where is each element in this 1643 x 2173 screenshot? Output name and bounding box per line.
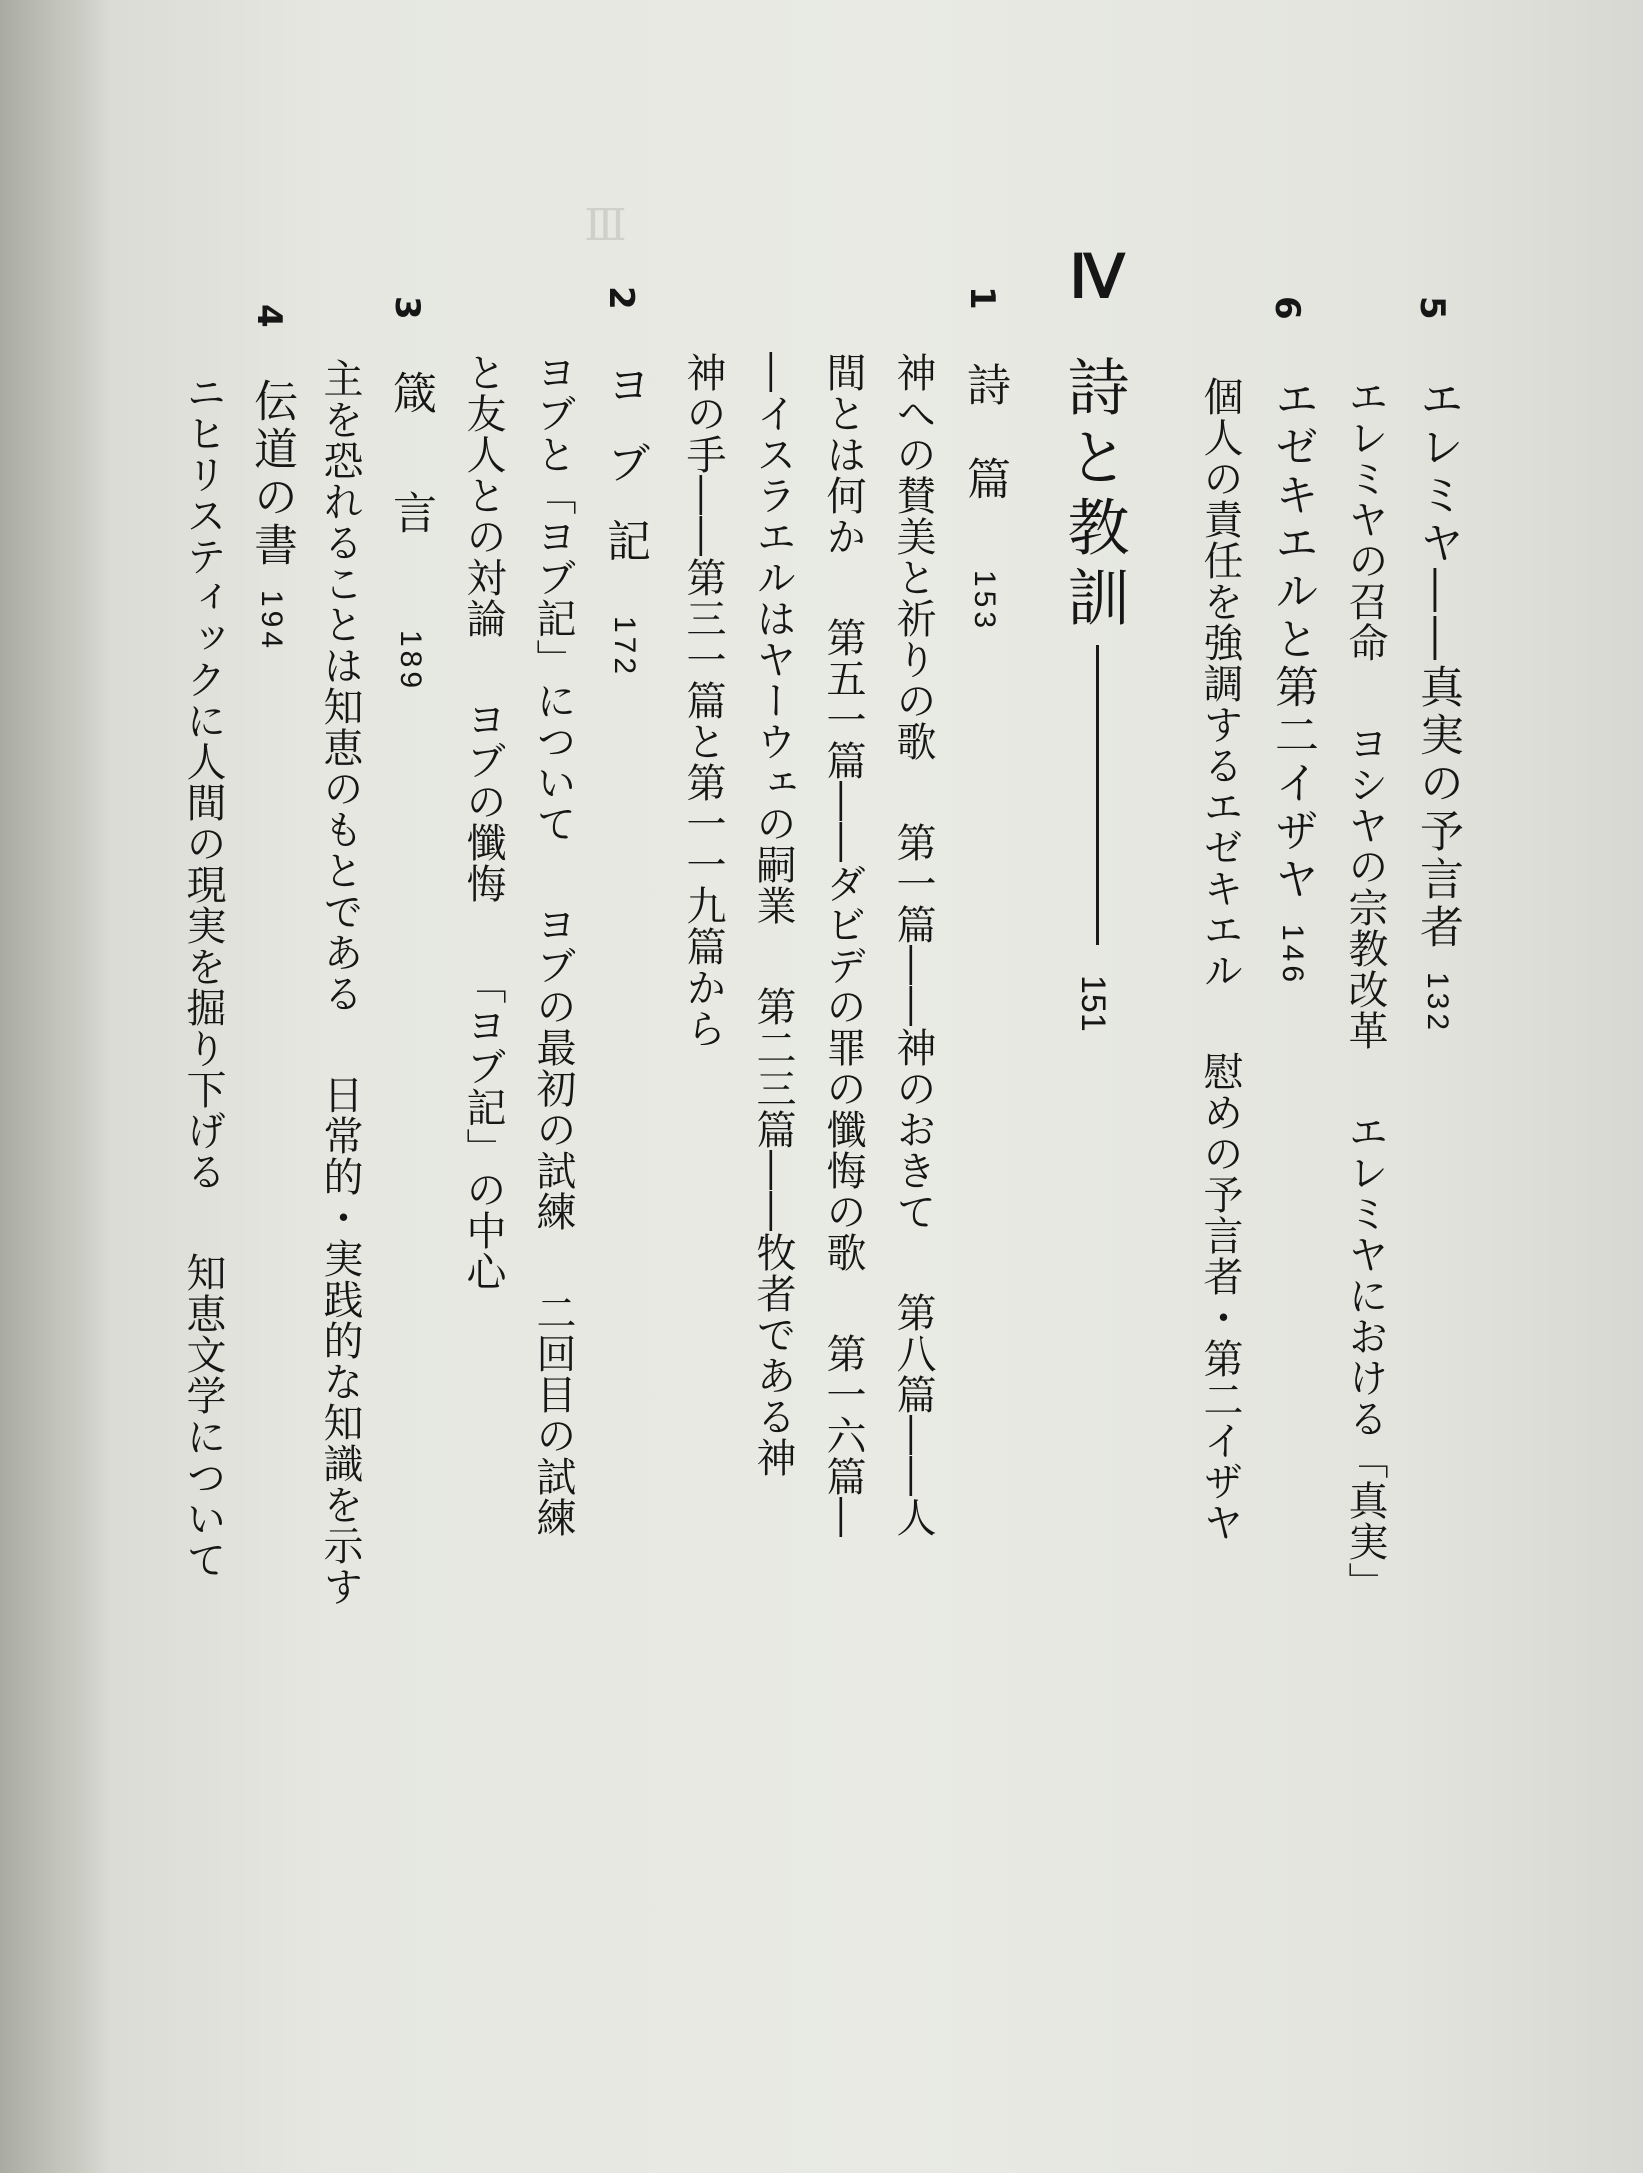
sec3-page: 189 [394, 630, 427, 693]
sec1-topic-5: 第五一篇――ダビデの罪の懺悔の歌 [820, 617, 866, 1273]
book-gutter-shadow [0, 0, 110, 2173]
part4-leader-rule [1096, 645, 1099, 945]
sec2-topic-5: ヨブの懺悔 [460, 699, 506, 904]
sec2-heading [599, 362, 650, 679]
sec6-page: 146 [1276, 924, 1309, 987]
sec4-heading [246, 378, 297, 653]
sec2-topic-1: ヨブと「ヨブ記」について [530, 352, 576, 844]
sec6-heading [1267, 376, 1318, 987]
sec5-topic-3: エレミヤにおける「真実」 [1342, 1111, 1388, 1603]
sec1-heading [959, 362, 1010, 633]
sec2-number: 2 [601, 286, 641, 310]
sec5-desc-line1 [1342, 376, 1388, 1603]
sec1-topic-1: 神への賛美と祈りの歌 [890, 352, 936, 762]
sec2-desc-line2 [460, 352, 506, 1292]
part4-title: 詩と教訓 [1057, 355, 1130, 635]
sec1-topic-9: 神の手――第三一篇と第一一九篇から [680, 352, 726, 1049]
sec3-topic-1: 主を恐れることは知恵のもとである [317, 358, 363, 1014]
part4-page: 151 [1074, 975, 1112, 1032]
sec3-number: 3 [387, 296, 427, 320]
sec1-desc-line3 [750, 352, 796, 1478]
sec4-topic-2: 知恵文学について [180, 1252, 226, 1580]
sec3-topic-2: 日常的・実践的な知識を示す [317, 1074, 363, 1607]
sec3-desc-line1 [317, 358, 363, 1607]
sec1-topic-7: ―イスラエルはヤーウェの嗣業 [750, 352, 796, 926]
sec1-desc-line1 [890, 352, 936, 1538]
sec2-topic-4: と友人との対論 [460, 352, 506, 639]
sec4-desc-line1 [180, 372, 226, 1580]
sec2-title: ヨブ記 [599, 362, 650, 596]
sec1-desc-line2 [820, 352, 866, 1538]
sec4-topic-1: ニヒリスティックに人間の現実を掘り下げる [180, 372, 226, 1192]
sec6-topic-2: 慰めの予言者・第二イザヤ [1197, 1051, 1243, 1543]
sec5-heading [1412, 376, 1463, 1035]
sec5-number: 5 [1412, 296, 1452, 320]
sec4-title: 伝道の書 [246, 378, 297, 570]
sec6-topic-1: 個人の責任を強調するエゼキエル [1197, 376, 1243, 991]
sec1-number: 1 [962, 286, 1002, 310]
sec2-page: 172 [608, 616, 641, 679]
sec2-topic-6: 「ヨブ記」の中心 [460, 964, 506, 1292]
part4-number: Ⅳ [1064, 242, 1130, 312]
sec2-topic-3: 二回目の試練 [530, 1292, 576, 1538]
show-through-text [1140, 300, 1197, 346]
sec1-topic-3: 第八篇――人 [890, 1292, 936, 1538]
sec5-topic-2: ヨシヤの宗教改革 [1342, 723, 1388, 1051]
sec4-number: 4 [249, 304, 289, 328]
sec1-topic-6: 第一六篇― [820, 1333, 866, 1538]
sec1-desc-line4 [680, 352, 726, 1049]
sec2-desc-line1 [530, 352, 576, 1538]
sec5-page: 132 [1421, 972, 1454, 1035]
sec5-title: エレミヤ――真実の予言者 [1412, 376, 1463, 952]
sec3-heading [385, 370, 436, 693]
sec1-topic-8: 第二三篇――牧者である神 [750, 986, 796, 1478]
sec6-title: エゼキエルと第二イザヤ [1267, 376, 1318, 904]
sec1-title: 詩篇 [959, 362, 1010, 550]
sec4-page: 194 [255, 590, 288, 653]
sec1-topic-2: 第一篇――神のおきて [890, 822, 936, 1232]
sec5-topic-1: エレミヤの召命 [1342, 376, 1388, 663]
part4-heading [1057, 355, 1130, 1032]
sec6-number: 6 [1267, 296, 1307, 320]
sec6-desc-line1 [1197, 376, 1243, 1543]
show-through-text: Ⅲ [580, 200, 631, 257]
sec1-topic-4: 間とは何か [820, 352, 866, 557]
sec1-page: 153 [968, 570, 1001, 633]
sec2-topic-2: ヨブの最初の試練 [530, 904, 576, 1232]
sec3-title: 箴言 [385, 370, 436, 610]
